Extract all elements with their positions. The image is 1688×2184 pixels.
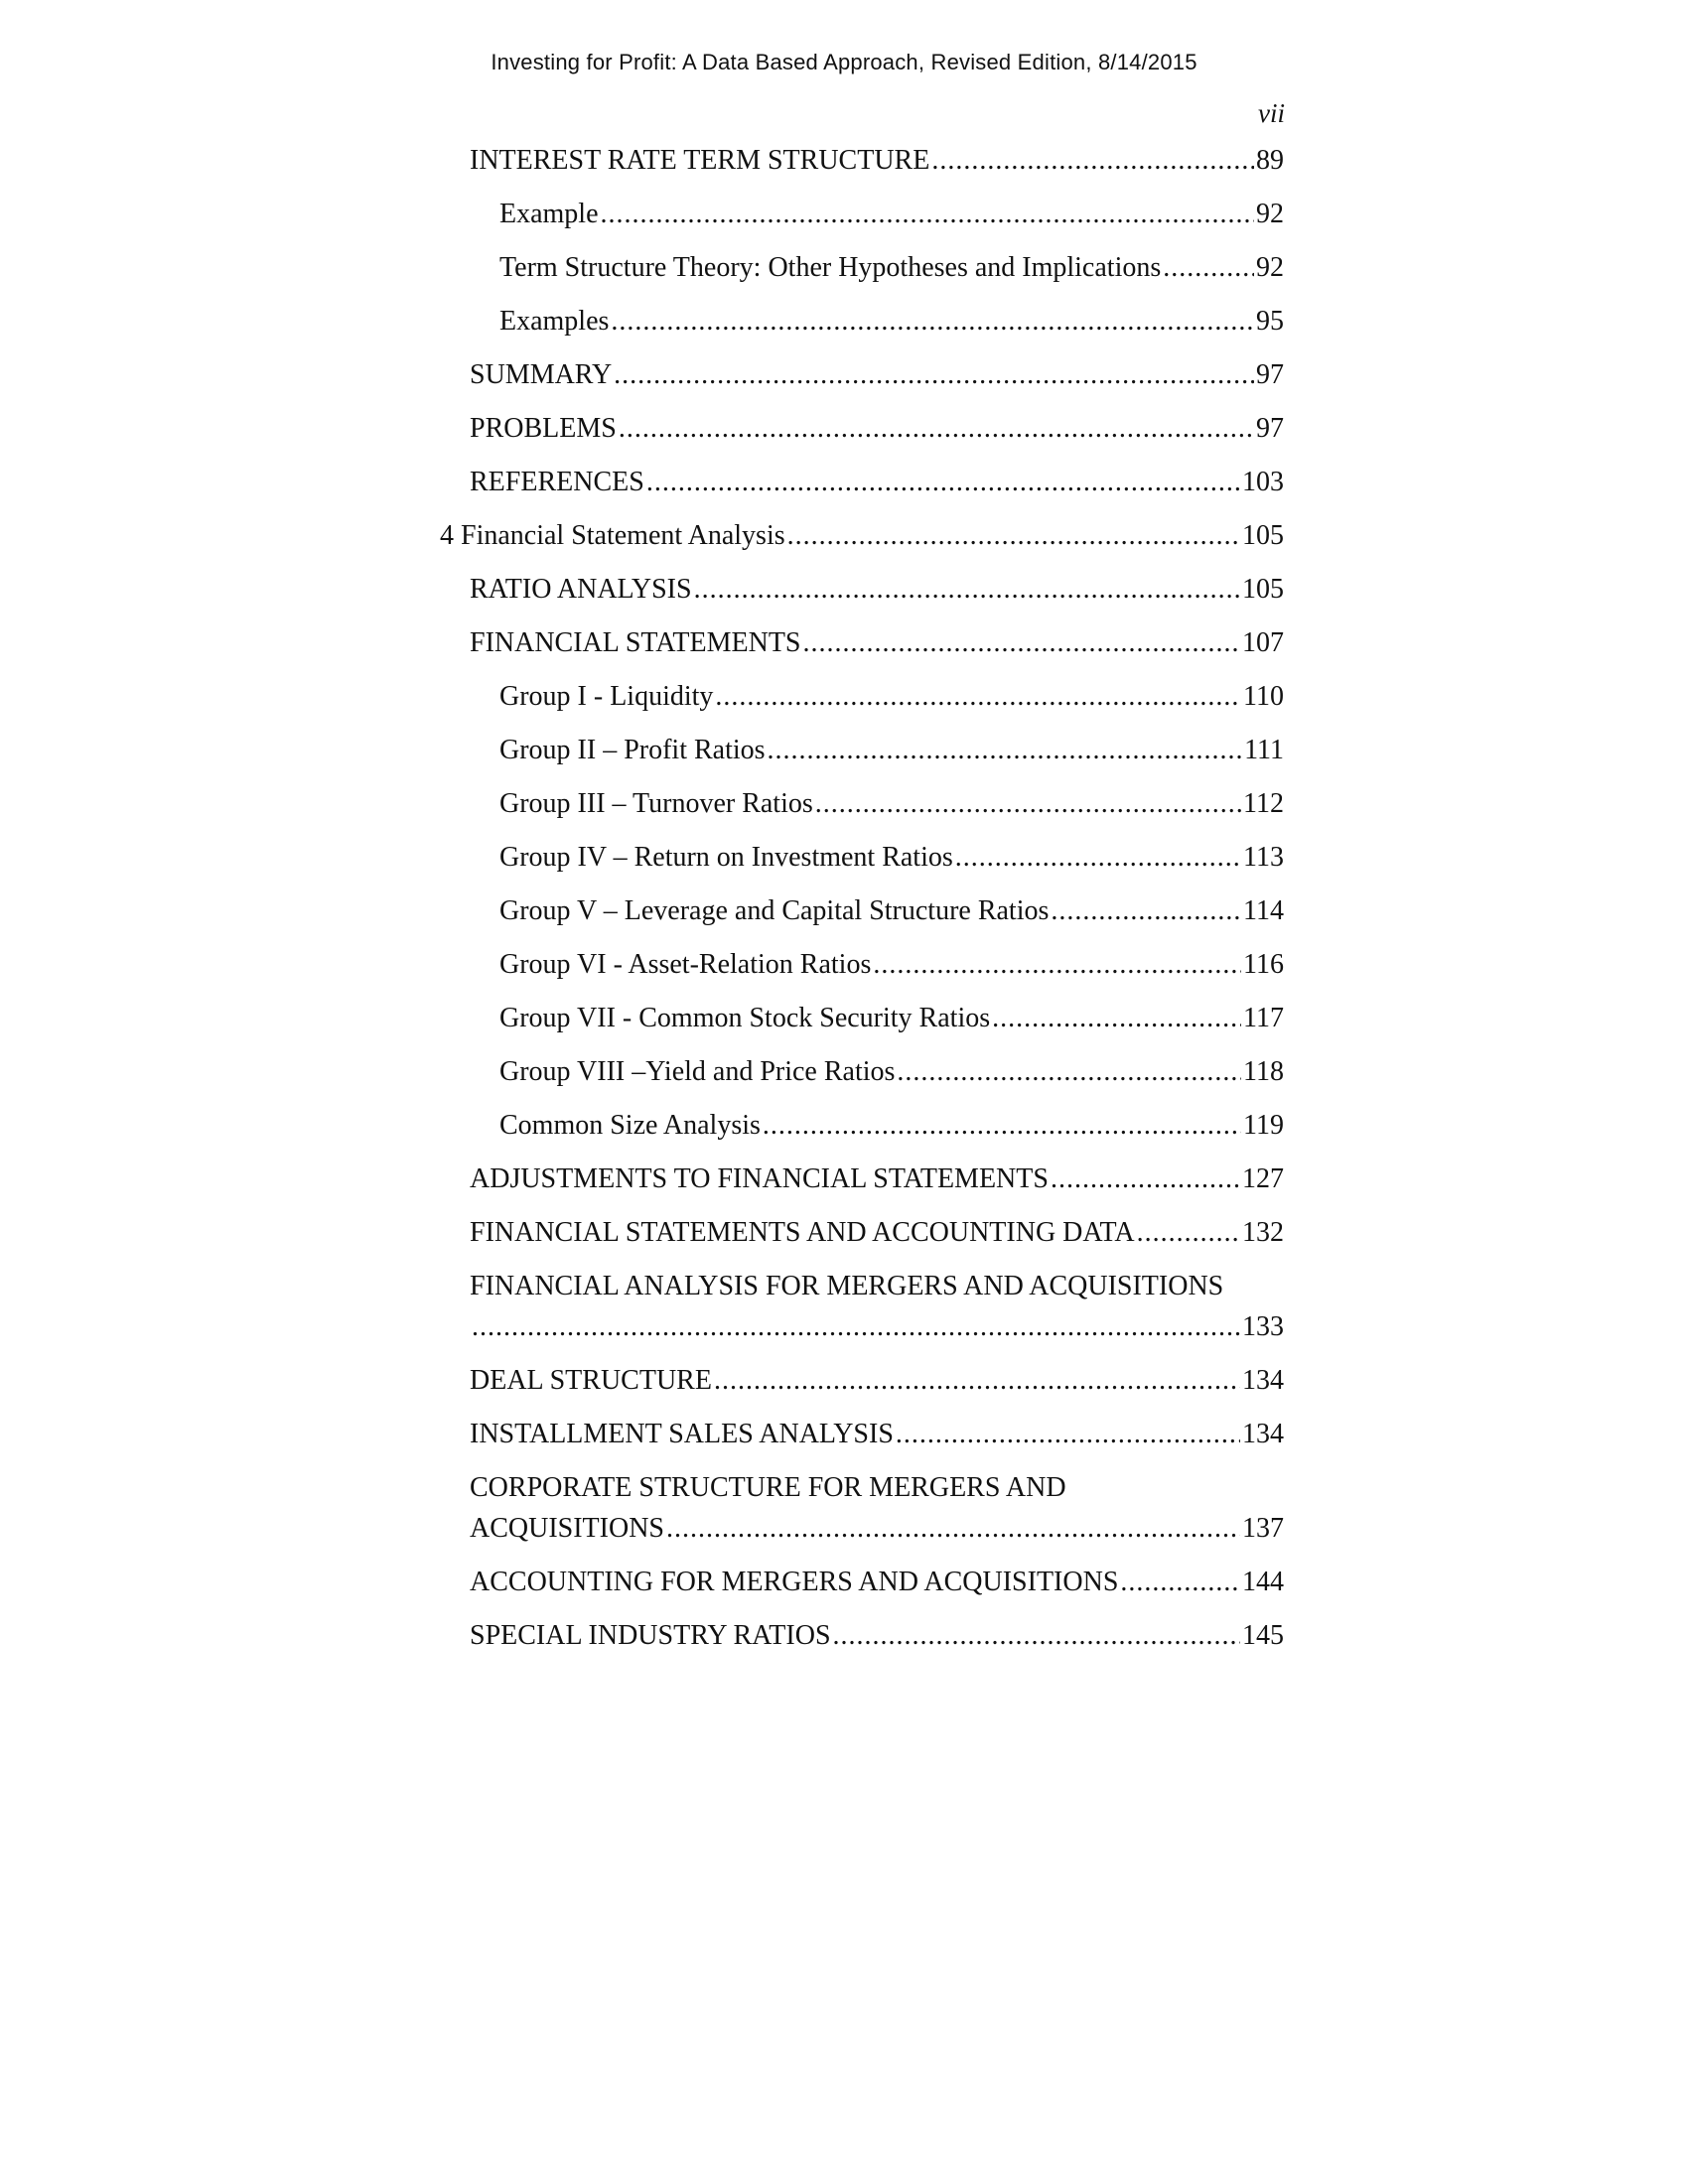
toc-entry-group-iii[interactable]: [440, 787, 1284, 821]
toc-entry-title: FINANCIAL STATEMENTS: [470, 627, 801, 658]
toc-entry-adjustments[interactable]: [440, 1162, 1284, 1196]
running-header: Investing for Profit: A Data Based Approach, Revised Edition, 8/14/2015: [491, 50, 1197, 74]
dot-leader: [897, 1055, 1241, 1089]
toc-entry-title: PROBLEMS: [470, 413, 617, 444]
toc-entry-group-i[interactable]: [440, 680, 1284, 714]
toc-entry-installment-sales-analysis[interactable]: [440, 1418, 1284, 1451]
toc-entry-page: 89: [1256, 145, 1284, 176]
dot-leader: [1163, 251, 1254, 285]
toc-entry-common-size-analysis[interactable]: [440, 1109, 1284, 1143]
toc-entry-page: 110: [1243, 681, 1284, 712]
dot-leader: [1051, 1162, 1240, 1196]
toc-entry-financial-analysis-mergers[interactable]: [440, 1270, 1284, 1344]
toc-entry-page: 132: [1242, 1217, 1284, 1248]
toc-entry-page: 105: [1242, 574, 1284, 605]
toc-entry-page: 134: [1242, 1365, 1284, 1396]
dot-leader: [873, 948, 1241, 982]
toc-entry-example[interactable]: [440, 198, 1284, 231]
toc-entry-group-v[interactable]: [440, 894, 1284, 928]
toc-entry-title: Group V – Leverage and Capital Structure Ratios: [499, 895, 1050, 926]
dot-leader: [694, 573, 1240, 607]
toc-entry-group-viii[interactable]: [440, 1055, 1284, 1089]
toc-entry-term-structure-theory[interactable]: [440, 251, 1284, 285]
toc-entry-title: Term Structure Theory: Other Hypotheses and Implications: [499, 252, 1162, 283]
toc-entry-page: 127: [1242, 1163, 1284, 1194]
toc-entry-title: Group VIII –Yield and Price Ratios: [499, 1056, 896, 1087]
toc-entry-group-vi[interactable]: [440, 948, 1284, 982]
toc-entry-title: FINANCIAL ANALYSIS FOR MERGERS AND ACQUISITIONS: [470, 1271, 1224, 1301]
toc-entry-title: 4 Financial Statement Analysis: [440, 520, 785, 551]
dot-leader: [992, 1002, 1241, 1035]
toc-entry-page: 111: [1244, 735, 1284, 765]
toc-entry-title: INSTALLMENT SALES ANALYSIS: [470, 1419, 894, 1449]
table-of-contents: [440, 144, 1284, 1673]
toc-entry-title-continued: ACQUISITIONS: [470, 1513, 664, 1544]
toc-entry-page: 97: [1256, 359, 1284, 390]
toc-entry-page: 137: [1242, 1513, 1284, 1544]
dot-leader: [1051, 894, 1241, 928]
toc-entry-title: Group III – Turnover Ratios: [499, 788, 813, 819]
dot-leader: [815, 787, 1241, 821]
toc-entry-page: 114: [1243, 895, 1284, 926]
toc-entry-page: 133: [1242, 1311, 1284, 1342]
toc-entry-accounting-mergers[interactable]: [440, 1566, 1284, 1599]
dot-leader: [1137, 1216, 1240, 1250]
dot-leader: [763, 1109, 1241, 1143]
dot-leader: [1120, 1566, 1240, 1599]
toc-entry-financial-statements-accounting-data[interactable]: [440, 1216, 1284, 1250]
page-number: vii: [1258, 98, 1285, 128]
toc-entry-title: FINANCIAL STATEMENTS AND ACCOUNTING DATA: [470, 1217, 1135, 1248]
toc-entry-title: Examples: [499, 306, 610, 337]
dot-leader: [601, 198, 1254, 231]
toc-entry-page: 113: [1243, 842, 1284, 873]
toc-entry-page: 97: [1256, 413, 1284, 444]
dot-leader: [611, 305, 1254, 339]
toc-entry-group-ii[interactable]: [440, 734, 1284, 767]
toc-entry-page: 119: [1243, 1110, 1284, 1141]
toc-entry-title: DEAL STRUCTURE: [470, 1365, 712, 1396]
toc-entry-page: 95: [1256, 306, 1284, 337]
toc-entry-page: 134: [1242, 1419, 1284, 1449]
dot-leader: [666, 1512, 1240, 1546]
toc-entry-title: Group I - Liquidity: [499, 681, 714, 712]
toc-entry-interest-rate-term-structure[interactable]: [440, 144, 1284, 178]
toc-entry-page: 112: [1243, 788, 1284, 819]
toc-entry-title: SUMMARY: [470, 359, 613, 390]
toc-entry-examples[interactable]: [440, 305, 1284, 339]
dot-leader: [803, 626, 1241, 660]
dot-leader: [715, 680, 1241, 714]
toc-entry-summary[interactable]: [440, 358, 1284, 392]
dot-leader: [896, 1418, 1240, 1451]
dot-leader: [955, 841, 1241, 875]
toc-entry-deal-structure[interactable]: [440, 1364, 1284, 1398]
toc-entry-financial-statements[interactable]: [440, 626, 1284, 660]
toc-entry-page: 107: [1242, 627, 1284, 658]
toc-entry-corporate-structure[interactable]: [440, 1471, 1284, 1546]
toc-entry-title: ACCOUNTING FOR MERGERS AND ACQUISITIONS: [470, 1567, 1119, 1597]
toc-entry-title: Group II – Profit Ratios: [499, 735, 766, 765]
toc-entry-page: 105: [1242, 520, 1284, 551]
toc-entry-page: 118: [1243, 1056, 1284, 1087]
toc-entry-title: Example: [499, 199, 599, 229]
toc-entry-title: CORPORATE STRUCTURE FOR MERGERS AND: [470, 1472, 1066, 1503]
dot-leader: [931, 144, 1254, 178]
toc-entry-title: INTEREST RATE TERM STRUCTURE: [470, 145, 930, 176]
toc-entry-references[interactable]: [440, 466, 1284, 499]
toc-entry-title: SPECIAL INDUSTRY RATIOS: [470, 1620, 831, 1651]
toc-entry-page: 116: [1243, 949, 1284, 980]
toc-entry-group-iv[interactable]: [440, 841, 1284, 875]
toc-entry-page: 144: [1242, 1567, 1284, 1597]
toc-entry-page: 117: [1243, 1003, 1284, 1033]
toc-entry-title: ADJUSTMENTS TO FINANCIAL STATEMENTS: [470, 1163, 1049, 1194]
dot-leader: [768, 734, 1243, 767]
dot-leader: [646, 466, 1240, 499]
toc-entry-title: Group VII - Common Stock Security Ratios: [499, 1003, 991, 1033]
toc-entry-group-vii[interactable]: [440, 1002, 1284, 1035]
dot-leader: [614, 358, 1254, 392]
dot-leader: [619, 412, 1254, 446]
dot-leader: [714, 1364, 1240, 1398]
dot-leader: [833, 1619, 1240, 1653]
toc-entry-title: Group IV – Return on Investment Ratios: [499, 842, 953, 873]
toc-entry-title: Group VI - Asset-Relation Ratios: [499, 949, 872, 980]
toc-entry-page: 92: [1256, 252, 1284, 283]
toc-entry-title: RATIO ANALYSIS: [470, 574, 692, 605]
toc-entry-chapter-4[interactable]: [440, 519, 1284, 553]
toc-entry-problems[interactable]: [440, 412, 1284, 446]
dot-leader: [787, 519, 1240, 553]
toc-entry-title: REFERENCES: [470, 467, 644, 497]
toc-entry-ratio-analysis[interactable]: [440, 573, 1284, 607]
toc-entry-page: 145: [1242, 1620, 1284, 1651]
toc-entry-special-industry-ratios[interactable]: [440, 1619, 1284, 1653]
toc-entry-page: 92: [1256, 199, 1284, 229]
toc-entry-title: Common Size Analysis: [499, 1110, 761, 1141]
dot-leader: [472, 1310, 1240, 1344]
toc-entry-page: 103: [1242, 467, 1284, 497]
